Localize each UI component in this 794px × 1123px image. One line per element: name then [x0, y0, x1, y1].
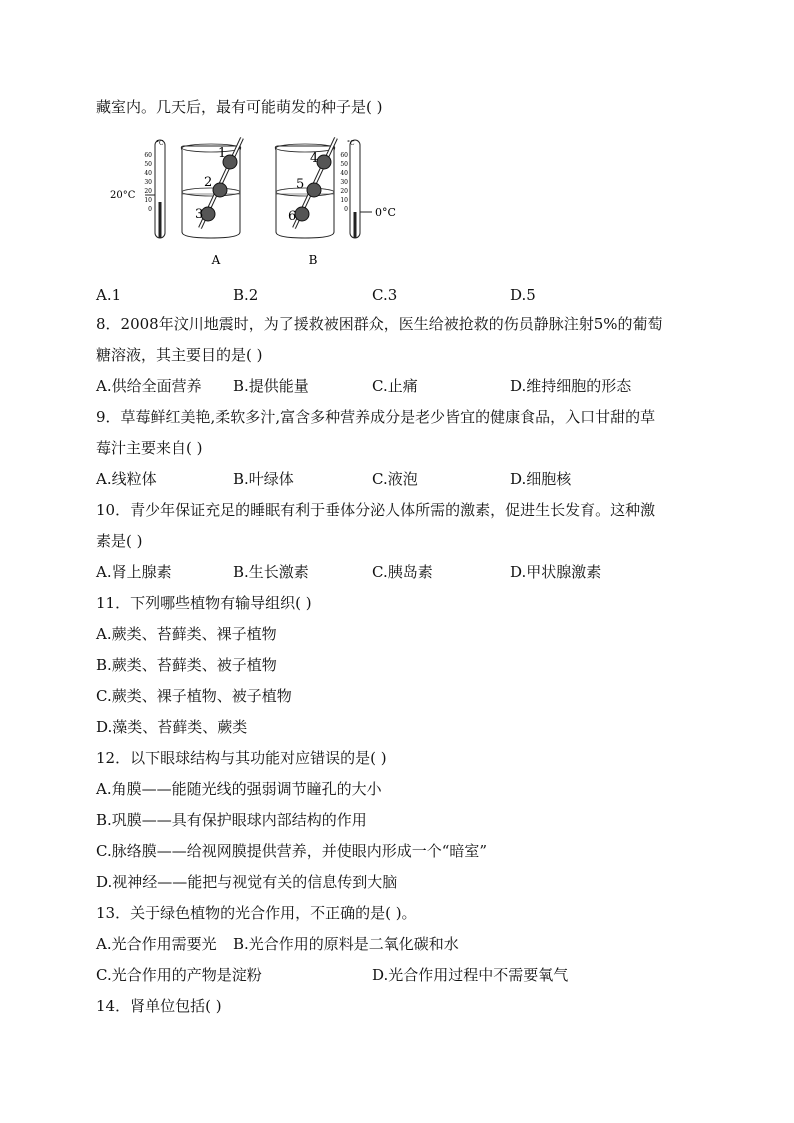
- q14-stem: 14．肾单位包括( ): [96, 997, 222, 1015]
- q7-option-d[interactable]: D.5: [510, 286, 536, 304]
- q9-option-c[interactable]: C.液泡: [372, 470, 418, 488]
- q10-option-a[interactable]: A.肾上腺素: [96, 563, 172, 581]
- q10-option-c[interactable]: C.胰岛素: [372, 563, 433, 581]
- svg-text:0: 0: [148, 206, 152, 213]
- q7-option-a[interactable]: A.1: [96, 286, 122, 304]
- seed-label-2: 2: [204, 175, 213, 190]
- thermometer-left: [110, 140, 165, 238]
- svg-text:20: 20: [144, 188, 152, 195]
- svg-text:0: 0: [344, 206, 348, 213]
- beaker-b: [275, 138, 336, 267]
- svg-text:10: 10: [340, 197, 348, 204]
- thermometer-right: [340, 140, 396, 238]
- q8-option-a[interactable]: A.供给全面营养: [96, 377, 202, 395]
- q13-option-a[interactable]: A.光合作用需要光: [96, 935, 217, 953]
- q11-option-b[interactable]: B.蕨类、苔藓类、被子植物: [96, 656, 277, 674]
- q9-stem-line2: 莓汁主要来自( ): [96, 439, 203, 457]
- svg-text:40: 40: [340, 170, 348, 177]
- q10-option-d[interactable]: D.甲状腺激素: [510, 563, 602, 581]
- q7-option-c[interactable]: C.3: [372, 286, 398, 304]
- seed-label-5: 5: [296, 177, 305, 192]
- seed-label-1: 1: [218, 146, 227, 161]
- q9-stem-line1: 9．草莓鲜红美艳,柔软多汁,富含多种营养成分是老少皆宜的健康食品，入口甘甜的草: [96, 408, 656, 426]
- beaker-thermometer-diagram: [100, 132, 420, 272]
- thermo-left-unit: °C: [156, 140, 164, 147]
- q11-option-a[interactable]: A.蕨类、苔藓类、裸子植物: [96, 625, 277, 643]
- q8-option-b[interactable]: B.提供能量: [233, 377, 309, 395]
- svg-text:60: 60: [144, 152, 152, 159]
- svg-text:60: 60: [340, 152, 348, 159]
- temperature-b-label: 0°C: [375, 206, 396, 219]
- q12-option-c[interactable]: C.脉络膜——给视网膜提供营养，并使眼内形成一个“暗室”: [96, 842, 488, 860]
- q10-stem-line1: 10．青少年保证充足的睡眠有利于垂体分泌人体所需的激素，促进生长发育。这种激: [96, 501, 656, 519]
- q8-option-d[interactable]: D.维持细胞的形态: [510, 377, 632, 395]
- q10-stem-line2: 素是( ): [96, 532, 143, 550]
- q11-option-d[interactable]: D.藻类、苔藓类、蕨类: [96, 718, 248, 736]
- svg-text:40: 40: [144, 170, 152, 177]
- beaker-a-label: A: [211, 253, 221, 267]
- q12-option-a[interactable]: A.角膜——能随光线的强弱调节瞳孔的大小: [96, 780, 382, 798]
- q9-option-a[interactable]: A.线粒体: [96, 470, 157, 488]
- q9-option-d[interactable]: D.细胞核: [510, 470, 572, 488]
- seed-germination-figure: [100, 132, 420, 272]
- q13-stem: 13．关于绿色植物的光合作用，不正确的是( )。: [96, 904, 417, 922]
- q11-option-c[interactable]: C.蕨类、裸子植物、被子植物: [96, 687, 292, 705]
- temperature-a-label: 20°C: [110, 190, 136, 201]
- q8-stem-line1: 8．2008年汶川地震时，为了援救被困群众，医生给被抢救的伤员静脉注射5%的葡萄: [96, 315, 663, 333]
- svg-text:20: 20: [340, 188, 348, 195]
- seed-label-4: 4: [310, 151, 319, 166]
- q12-option-d[interactable]: D.视神经——能把与视觉有关的信息传到大脑: [96, 873, 398, 891]
- q9-option-b[interactable]: B.叶绿体: [233, 470, 294, 488]
- seed-label-3: 3: [195, 207, 204, 222]
- svg-text:30: 30: [144, 179, 152, 186]
- thermo-right-unit: °C: [347, 140, 355, 147]
- q13-option-c[interactable]: C.光合作用的产物是淀粉: [96, 966, 262, 984]
- svg-text:50: 50: [144, 161, 152, 168]
- svg-text:50: 50: [340, 161, 348, 168]
- q13-option-d[interactable]: D.光合作用过程中不需要氧气: [372, 966, 569, 984]
- svg-text:30: 30: [340, 179, 348, 186]
- q8-option-c[interactable]: C.止痛: [372, 377, 418, 395]
- q13-option-b[interactable]: B.光合作用的原料是二氧化碳和水: [233, 935, 459, 953]
- q7-option-b[interactable]: B.2: [233, 286, 259, 304]
- q8-stem-line2: 糖溶液，其主要目的是( ): [96, 346, 263, 364]
- svg-text:10: 10: [144, 197, 152, 204]
- beaker-b-label: B: [308, 253, 318, 267]
- q12-option-b[interactable]: B.巩膜——具有保护眼球内部结构的作用: [96, 811, 367, 829]
- q7-stem-tail: 藏室内。几天后，最有可能萌发的种子是( ): [96, 98, 383, 116]
- q11-stem: 11．下列哪些植物有输导组织( ): [96, 594, 312, 612]
- seed-label-6: 6: [288, 209, 297, 224]
- q12-stem: 12．以下眼球结构与其功能对应错误的是( ): [96, 749, 387, 767]
- beaker-a: [181, 138, 242, 267]
- q10-option-b[interactable]: B.生长激素: [233, 563, 309, 581]
